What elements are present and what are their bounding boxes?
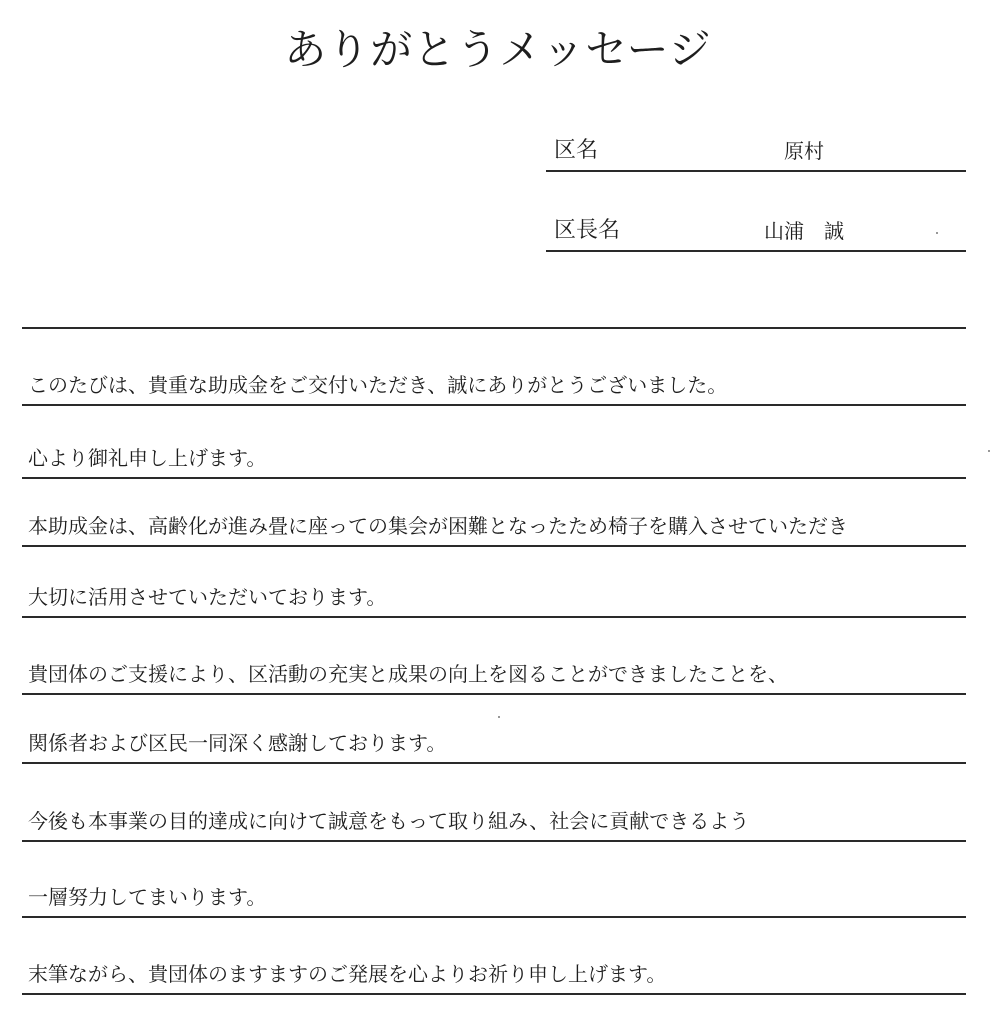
- message-line: [22, 364, 966, 406]
- message-line: [22, 653, 966, 695]
- message-line: [22, 576, 966, 618]
- district-chief-value: 山浦 誠: [764, 219, 844, 243]
- document-title: ありがとうメッセージ: [284, 25, 712, 74]
- message-line: [22, 505, 966, 547]
- district-name-value: 原村: [784, 139, 824, 163]
- message-line-text: 心より御礼申し上げます。: [28, 446, 267, 470]
- message-line-text: 関係者および区民一同深く感謝しております。: [28, 731, 447, 755]
- district-name-label: 区名: [554, 138, 599, 163]
- scan-speck: [988, 450, 990, 452]
- scan-speck: [936, 232, 938, 234]
- message-line-text: 貴団体のご支援により、区活動の充実と成果の向上を図ることができましたことを、: [28, 662, 788, 686]
- message-line-text: 一層努力してまいります。: [28, 885, 267, 909]
- message-line-text: 今後も本事業の目的達成に向けて誠意をもって取り組み、社会に貢献できるよう: [28, 809, 750, 833]
- message-line: [22, 800, 966, 842]
- message-line-text: このたびは、貴重な助成金をご交付いただき、誠にありがとうございました。: [28, 373, 728, 397]
- message-line-text: 本助成金は、高齢化が進み畳に座っての集会が困難となったため椅子を購入させていただき: [28, 514, 848, 538]
- district-chief-label: 区長名: [554, 218, 621, 243]
- message-line: [22, 722, 966, 764]
- message-line: [22, 876, 966, 918]
- message-line-text: 末筆ながら、貴団体のますますのご発展を心よりお祈り申し上げます。: [28, 962, 667, 986]
- message-line-text: 大切に活用させていただいております。: [28, 585, 387, 609]
- message-line: [22, 437, 966, 479]
- message-line: [22, 953, 966, 995]
- message-body: [22, 0, 966, 1024]
- scan-speck: [498, 716, 500, 718]
